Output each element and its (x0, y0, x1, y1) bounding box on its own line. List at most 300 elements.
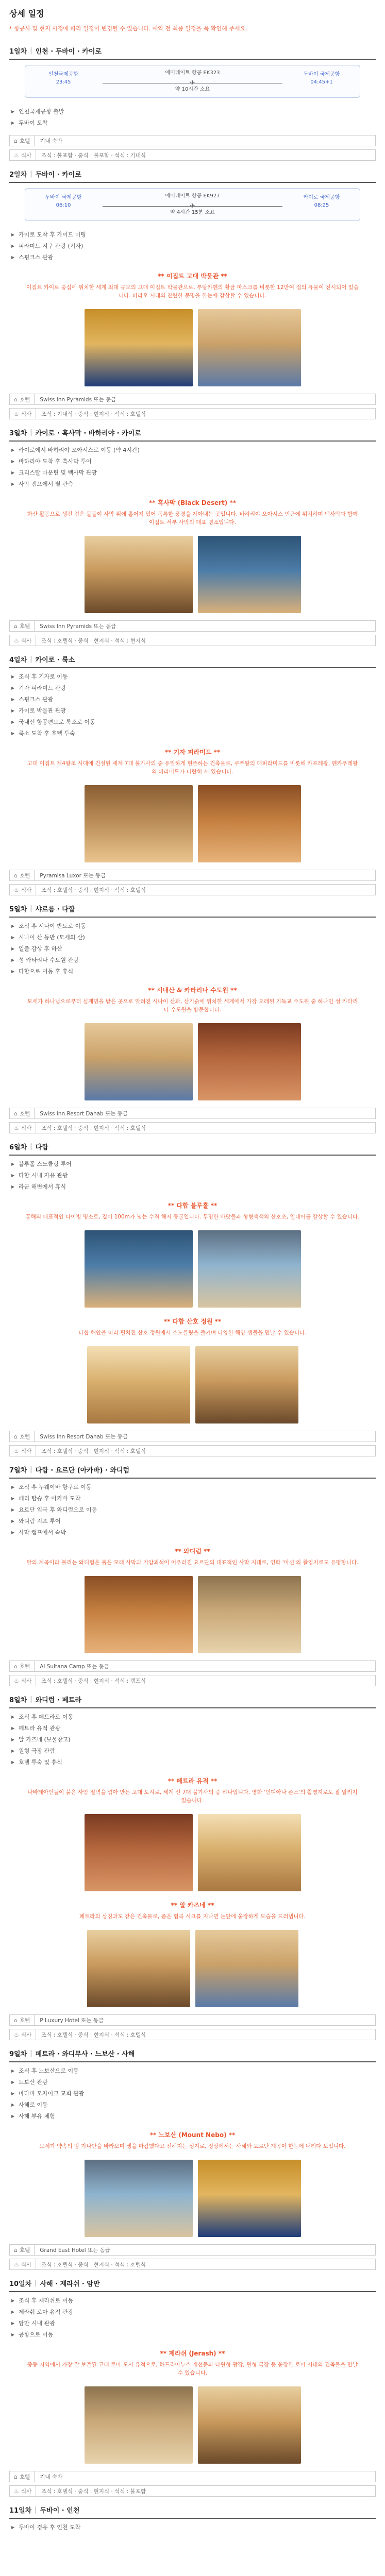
schedule-item: ▶ 조식 후 시나이 반도로 이동 (11, 921, 374, 932)
meal-label-text: 식사 (21, 2488, 32, 2495)
hotel-row (9, 1431, 376, 1442)
meal-label (10, 2486, 36, 2496)
day-header (9, 1138, 376, 1156)
hotel-name: 기내 숙박 (40, 138, 63, 144)
attraction-info (9, 742, 376, 781)
attraction-photo (198, 309, 301, 386)
departure-time: 23:45 (56, 79, 71, 85)
hotel-row (9, 394, 376, 405)
day-header (9, 650, 376, 668)
hotel-label-text: 호텔 (19, 1433, 30, 1440)
day-section (9, 1138, 376, 1456)
attraction-description: 고대 이집트 제4왕조 시대에 건설된 세계 7대 불가사의 중 유일하게 현존하는 건축물로, 쿠푸왕의 대피라미드를 비롯해 카프레왕, 멘카우레왕의 피라미드가 나란히 서 있습니다. (27, 760, 358, 775)
schedule-item: ▶ 원형 극장 관람 (11, 1745, 374, 1757)
schedule-item: ▶ 와디럼 지프 투어 (11, 1516, 374, 1527)
attraction-photo (198, 2160, 301, 2237)
day-header (9, 2044, 376, 2062)
meal-label-text: 식사 (21, 637, 32, 644)
photo-gallery (9, 1226, 376, 1312)
attraction-description: 다합 해안을 따라 펼쳐진 산호 정원에서 스노클링을 즐기며 다양한 해양 생물을 만날 수 있습니다. (78, 1330, 307, 1336)
attraction-photo (85, 2160, 193, 2237)
hotel-name: 기내 숙박 (40, 2473, 63, 2480)
meal-row (9, 408, 376, 419)
meal-label (10, 1123, 36, 1133)
fork-icon: ♨ (14, 1447, 19, 1454)
schedule-list (9, 103, 376, 132)
schedule-item: ▶ 국내선 항공편으로 룩소로 이동 (11, 717, 374, 728)
day-number: 4일차 (9, 656, 27, 664)
attraction-photo (87, 1346, 190, 1423)
day-header (9, 423, 376, 442)
meal-label (10, 2259, 36, 2269)
attraction-info (9, 980, 376, 1019)
fork-icon: ♨ (14, 2487, 19, 2495)
attraction-description: 모세가 약속의 땅 가나안을 바라보며 생을 마감했다고 전해지는 성지로, 정상에서는 사해와 요르단 계곡이 한눈에 내려다 보입니다. (39, 2143, 346, 2149)
day-header (9, 1690, 376, 1708)
day-route: 카이로 · 흑사막 · 바하리야 · 카이로 (35, 430, 141, 437)
hotel-name: P Luxury Hotel 또는 동급 (40, 2017, 104, 2024)
schedule-list (9, 442, 376, 493)
schedule-item: ▶ 사막 캠프에서 별 관측 (11, 479, 374, 490)
meal-label (10, 885, 36, 895)
day-number: 11일차 (9, 2507, 32, 2515)
flight-info (126, 70, 260, 93)
hotel-row (9, 2244, 376, 2256)
hotel-name: Grand East Hotel 또는 동급 (40, 2247, 110, 2253)
hotel-label (10, 1661, 35, 1671)
departure-info (32, 71, 94, 86)
schedule-item: ▶ 성 카타리나 수도원 관광 (11, 955, 374, 966)
bed-icon: ⌂ (14, 872, 18, 879)
plane-icon: ✈ (189, 79, 196, 87)
day-section (9, 650, 376, 895)
photo-gallery (9, 781, 376, 867)
schedule-item: ▶ 바하리야 도착 후 흑사막 투어 (11, 456, 374, 467)
attraction-title: ** 느보산 (Mount Nebo) ** (149, 2131, 236, 2139)
day-route: 두바이 · 인천 (40, 2507, 80, 2515)
departure-place: 두바이 국제공항 (45, 195, 82, 200)
day-route: 사해 · 제라쉬 · 암만 (40, 2280, 100, 2288)
meal-row (9, 2029, 376, 2040)
day-number: 3일차 (9, 430, 27, 437)
schedule-list (9, 2519, 376, 2536)
fork-icon: ♨ (14, 886, 19, 893)
attraction-info (9, 1895, 376, 1926)
attraction-info (9, 1196, 376, 1226)
photo-gallery (9, 1572, 376, 1657)
hotel-name: Swiss Inn Resort Dahab 또는 동급 (40, 1433, 128, 1440)
hotel-label-text: 호텔 (19, 2017, 30, 2024)
attraction-photo (198, 1023, 301, 1100)
attraction-photo (198, 2386, 301, 2464)
attraction-description: 이집트 카이로 중심에 위치한 세계 최대 규모의 고대 이집트 박물관으로, 투탕카멘의 황금 마스크를 비롯한 12만여 점의 유물이 전시되어 있습니다. 파라오 시대의 찬란한 문명을 한눈에 감상할 수 있습니다. (26, 284, 359, 299)
day-section (9, 423, 376, 646)
attraction-photo (87, 1930, 190, 2007)
meal-label-text: 식사 (21, 152, 32, 159)
meal-info: 조식 : 불포함 · 중식 : 불포함 · 석식 : 기내식 (41, 152, 146, 159)
meal-row (9, 1445, 376, 1456)
hotel-label (10, 2015, 35, 2025)
day-section (9, 2044, 376, 2270)
fork-icon: ♨ (14, 2261, 19, 2268)
meal-label (10, 1446, 36, 1456)
meal-label (10, 2029, 36, 2040)
day-number: 10일차 (9, 2280, 32, 2288)
schedule-item: ▶ 기자 피라미드 관광 (11, 683, 374, 694)
arrival-info (291, 71, 353, 86)
schedule-list (9, 1479, 376, 1541)
photo-gallery (9, 1926, 376, 2011)
day-header (9, 2501, 376, 2519)
schedule-item: ▶ 사해 부유 체험 (11, 2111, 374, 2122)
schedule-item: ▶ 일출 감상 후 하산 (11, 943, 374, 955)
day-separator: | (30, 429, 32, 436)
attraction-photo (85, 1230, 193, 1308)
schedule-item: ▶ 암만 시내 관광 (11, 2318, 374, 2329)
photo-gallery (9, 1019, 376, 1105)
attraction-info (9, 2125, 376, 2156)
flight-number: 에미레이트 항공 EK323 (165, 70, 220, 76)
day-section (9, 1461, 376, 1686)
day-number: 9일차 (9, 2050, 27, 2058)
attraction-title: ** 흑사막 (Black Desert) ** (148, 499, 237, 506)
departure-time: 06:10 (56, 202, 71, 208)
attraction-photo (85, 309, 193, 386)
schedule-item: ▶ 조식 후 누웨이바 항구로 이동 (11, 1482, 374, 1493)
schedule-item: ▶ 블루홀 스노클링 투어 (11, 1159, 374, 1170)
departure-info (32, 194, 94, 209)
day-separator: | (35, 2506, 37, 2514)
meal-row (9, 2259, 376, 2270)
flight-duration: 약 10시간 소요 (175, 87, 210, 92)
attraction-photo (85, 1576, 193, 1653)
day-header (9, 2274, 376, 2292)
hotel-label-text: 호텔 (19, 2247, 30, 2253)
day-number: 1일차 (9, 48, 27, 56)
schedule-item: ▶ 페리 탑승 후 아카바 도착 (11, 1493, 374, 1504)
day-header (9, 1461, 376, 1479)
schedule-item: ▶ 느보산 관광 (11, 2077, 374, 2088)
bed-icon: ⌂ (14, 2246, 18, 2253)
hotel-label-text: 호텔 (19, 396, 30, 403)
schedule-list (9, 2292, 376, 2344)
day-separator: | (30, 655, 32, 663)
attraction-title: ** 알 카즈네 ** (171, 1902, 214, 1909)
day-separator: | (30, 1143, 32, 1150)
attraction-photo (85, 1814, 193, 1891)
meal-info: 조식 : 호텔식 · 중식 : 현지식 · 석식 : 현지식 (41, 637, 146, 644)
schedule-item: ▶ 알 카즈네 (보물창고) (11, 1734, 374, 1745)
departure-place: 인천국제공항 (48, 72, 78, 77)
arrival-place: 카이로 국제공항 (303, 195, 340, 200)
bed-icon: ⌂ (14, 2016, 18, 2024)
hotel-label (10, 2245, 35, 2255)
fork-icon: ♨ (14, 1677, 19, 1684)
plane-icon: ✈ (189, 202, 196, 210)
schedule-item: ▶ 두바이 경유 후 인천 도착 (11, 2522, 374, 2533)
day-separator: | (30, 170, 32, 178)
bed-icon: ⌂ (14, 2473, 18, 2480)
meal-label (10, 1675, 36, 1686)
hotel-name: Swiss Inn Pyramids 또는 동급 (40, 623, 116, 630)
meal-label-text: 식사 (21, 2031, 32, 2038)
meal-label-text: 식사 (21, 411, 32, 417)
meal-label (10, 409, 36, 419)
schedule-item: ▶ 두바이 도착 (11, 117, 374, 129)
day-section (9, 2274, 376, 2497)
day-section (9, 165, 376, 419)
meal-label-text: 식사 (21, 1125, 32, 1131)
flight-duration: 약 4시간 15분 소요 (170, 210, 215, 215)
schedule-list (9, 2062, 376, 2125)
attraction-photo (198, 785, 301, 862)
day-separator: | (30, 1466, 32, 1473)
hotel-label (10, 2471, 35, 2482)
day-route: 두바이 · 카이로 (35, 171, 81, 179)
hotel-label-text: 호텔 (19, 138, 30, 144)
schedule-item: ▶ 인천국제공항 출발 (11, 106, 374, 117)
schedule-item: ▶ 페트라 유적 관광 (11, 1723, 374, 1734)
attraction-photo (198, 536, 301, 613)
photo-gallery (9, 532, 376, 617)
schedule-item: ▶ 카이로 박물관 관광 (11, 705, 374, 717)
schedule-item: ▶ 카이로에서 바하리야 오아시스로 이동 (약 4시간) (11, 445, 374, 456)
hotel-label (10, 870, 35, 880)
schedule-item: ▶ 카이로 도착 후 가이드 미팅 (11, 229, 374, 241)
bed-icon: ⌂ (14, 396, 18, 403)
page-title: 상세 일정 (9, 9, 44, 19)
hotel-label (10, 1431, 35, 1442)
day-separator: | (30, 905, 32, 912)
meal-label-text: 식사 (21, 1448, 32, 1454)
attraction-title: ** 시내산 & 카타리나 수도원 ** (148, 987, 237, 994)
schedule-item: ▶ 다합으로 이동 후 휴식 (11, 966, 374, 977)
hotel-label-text: 호텔 (19, 623, 30, 630)
attraction-description: 페트라의 상징과도 같은 건축물로, 좁은 협곡 시크를 지나면 눈앞에 웅장하게 모습을 드러냅니다. (79, 1913, 306, 1920)
day-number: 2일차 (9, 171, 27, 179)
hotel-name: Swiss Inn Pyramids 또는 동급 (40, 396, 116, 403)
hotel-row (9, 2471, 376, 2482)
meal-info: 조식 : 호텔식 · 중식 : 현지식 · 석식 : 호텔식 (41, 887, 146, 893)
schedule-item: ▶ 조식 후 느보산으로 이동 (11, 2065, 374, 2077)
schedule-item: ▶ 마다바 모자이크 교회 관광 (11, 2088, 374, 2099)
attraction-photo (85, 785, 193, 862)
attraction-photo (198, 1230, 301, 1308)
attraction-title: ** 다합 산호 정원 ** (163, 1318, 222, 1325)
meal-row (9, 1675, 376, 1686)
attraction-photo (195, 1346, 298, 1423)
meal-row (9, 884, 376, 895)
arrival-time: 08:25 (314, 202, 329, 208)
bed-icon: ⌂ (14, 1663, 18, 1670)
day-route: 카이로 · 룩소 (35, 656, 75, 664)
schedule-item: ▶ 라군 해변에서 휴식 (11, 1181, 374, 1193)
hotel-name: Swiss Inn Resort Dahab 또는 동급 (40, 1110, 128, 1117)
hotel-label (10, 394, 35, 404)
schedule-item: ▶ 룩소 도착 후 호텔 투숙 (11, 728, 374, 739)
meal-label (10, 635, 36, 646)
hotel-label-text: 호텔 (19, 2473, 30, 2480)
day-route: 인천 · 두바이 · 카이로 (35, 48, 102, 56)
day-separator: | (30, 47, 32, 55)
schedule-item: ▶ 사해로 이동 (11, 2099, 374, 2111)
attraction-photo (198, 1576, 301, 1653)
meal-label-text: 식사 (21, 1677, 32, 1684)
arrival-time: 04:45+1 (310, 79, 333, 85)
meal-label-text: 식사 (21, 2261, 32, 2268)
day-section (9, 1690, 376, 2040)
day-number: 6일차 (9, 1144, 27, 1151)
attraction-photo (85, 2386, 193, 2464)
meal-info: 조식 : 호텔식 · 중식 : 현지식 · 석식 : 호텔식 (41, 1448, 146, 1454)
hotel-label (10, 621, 35, 631)
meal-info: 조식 : 기내식 · 중식 : 현지식 · 석식 : 호텔식 (41, 411, 146, 417)
day-header (9, 42, 376, 60)
meal-label-text: 식사 (21, 887, 32, 893)
schedule-list (9, 668, 376, 742)
meal-row (9, 1122, 376, 1133)
bed-icon: ⌂ (14, 137, 18, 144)
meal-row (9, 635, 376, 646)
schedule-item: ▶ 조식 후 기자로 이동 (11, 671, 374, 683)
hotel-label (10, 135, 35, 146)
schedule-item: ▶ 다합 시내 자유 관광 (11, 1170, 374, 1181)
attraction-info (9, 493, 376, 532)
notice-text: * 항공사 및 현지 사정에 따라 일정이 변경될 수 있습니다. 예약 전 최종 일정을 꼭 확인해 주세요. (9, 25, 247, 32)
attraction-photo (85, 1023, 193, 1100)
photo-gallery (9, 1342, 376, 1428)
attraction-photo (198, 1814, 301, 1891)
attraction-title: ** 페트라 유적 ** (168, 1777, 217, 1785)
meal-info: 조식 : 호텔식 · 중식 : 현지식 · 석식 : 호텔식 (41, 2031, 146, 2038)
photo-gallery (9, 2382, 376, 2468)
day-number: 7일차 (9, 1467, 27, 1475)
schedule-list (9, 918, 376, 980)
schedule-list (9, 1156, 376, 1196)
meal-row (9, 2485, 376, 2497)
meal-info: 조식 : 호텔식 · 중식 : 현지식 · 석식 : 불포함 (41, 2488, 146, 2495)
hotel-row (9, 1660, 376, 1672)
hotel-row (9, 135, 376, 146)
schedule-item: ▶ 공항으로 이동 (11, 2329, 374, 2341)
day-header (9, 900, 376, 918)
fork-icon: ♨ (14, 1124, 19, 1131)
fork-icon: ♨ (14, 637, 19, 644)
photo-gallery (9, 305, 376, 391)
day-separator: | (30, 2049, 32, 2057)
schedule-item: ▶ 요르단 입국 후 와디럼으로 이동 (11, 1504, 374, 1516)
bed-icon: ⌂ (14, 1433, 18, 1440)
bed-icon: ⌂ (14, 1110, 18, 1117)
attraction-description: 홍해의 대표적인 다이빙 명소로, 깊이 100m가 넘는 수직 해저 동굴입니다. 투명한 바닷물과 형형색색의 산호초, 열대어를 감상할 수 있습니다. (25, 1214, 360, 1220)
day-number: 8일차 (9, 1697, 27, 1704)
hotel-row (9, 620, 376, 632)
attraction-title: ** 다합 블루홀 ** (168, 1202, 217, 1209)
flight-number: 에미레이트 항공 EK927 (165, 193, 220, 199)
day-header (9, 165, 376, 183)
schedule-item: ▶ 조식 후 제라쉬로 이동 (11, 2295, 374, 2307)
attraction-description: 중동 지역에서 가장 잘 보존된 고대 로마 도시 유적으로, 하드리아누스 개선문과 타원형 광장, 원형 극장 등 웅장한 로마 시대의 건축물을 만날 수 있습니다. (27, 2362, 358, 2376)
schedule-item: ▶ 시나이 산 등반 (모세의 산) (11, 932, 374, 943)
attraction-info (9, 1771, 376, 1810)
flight-card (25, 65, 360, 98)
itinerary-days (9, 42, 376, 2536)
schedule-list (9, 1708, 376, 1771)
attraction-description: 달의 계곡이라 불리는 와디럼은 붉은 모래 사막과 기암괴석이 어우러진 요르단의 대표적인 사막 지대로, 영화 '마션'의 촬영지로도 유명합니다. (26, 1560, 359, 1566)
schedule-item: ▶ 제라쉬 로마 유적 관광 (11, 2307, 374, 2318)
hotel-name: Al Sultana Camp 또는 동급 (40, 1663, 109, 1670)
day-route: 페트라 · 와디무사 · 느보산 · 사해 (35, 2050, 135, 2058)
schedule-item: ▶ 사막 캠프에서 숙박 (11, 1527, 374, 1538)
schedule-item: ▶ 조식 후 페트라로 이동 (11, 1711, 374, 1723)
hotel-label-text: 호텔 (19, 1663, 30, 1670)
day-route: 다합 (35, 1144, 48, 1151)
day-separator: | (35, 2279, 37, 2287)
flight-card (25, 188, 360, 221)
meal-info: 조식 : 호텔식 · 중식 : 현지식 · 석식 : 캠프식 (41, 1677, 146, 1684)
attraction-photo (85, 536, 193, 613)
day-section (9, 900, 376, 1133)
meal-row (9, 149, 376, 161)
hotel-label-text: 호텔 (19, 1110, 30, 1117)
hotel-label (10, 1108, 35, 1118)
day-separator: | (30, 1696, 32, 1703)
hotel-name: Pyramisa Luxor 또는 동급 (40, 872, 106, 879)
fork-icon: ♨ (14, 151, 19, 159)
fork-icon: ♨ (14, 410, 19, 417)
bed-icon: ⌂ (14, 622, 18, 630)
photo-gallery (9, 2156, 376, 2241)
attraction-title: ** 이집트 고대 박물관 ** (158, 273, 227, 280)
schedule-item: ▶ 호텔 투숙 및 휴식 (11, 1757, 374, 1768)
hotel-label-text: 호텔 (19, 872, 30, 879)
day-route: 와디럼 · 페트라 (35, 1697, 81, 1704)
attraction-info (9, 2344, 376, 2382)
day-section (9, 2501, 376, 2536)
attraction-description: 모세가 하나님으로부터 십계명을 받은 곳으로 알려진 시나이 산과, 산기슭에 위치한 세계에서 가장 오래된 기독교 수도원 중 하나인 성 카타리나 수도원을 방문합니다. (27, 998, 358, 1013)
attraction-photo (195, 1930, 298, 2007)
hotel-row (9, 2014, 376, 2026)
meal-info: 조식 : 호텔식 · 중식 : 현지식 · 석식 : 호텔식 (41, 1125, 146, 1131)
schedule-list (9, 226, 376, 266)
schedule-item: ▶ 피라미드 지구 관광 (기자) (11, 241, 374, 252)
attraction-info (9, 1312, 376, 1342)
hotel-row (9, 1108, 376, 1119)
attraction-title: ** 와디럼 ** (175, 1548, 210, 1555)
arrival-place: 두바이 국제공항 (303, 72, 340, 77)
schedule-item: ▶ 스핑크스 관광 (11, 252, 374, 263)
attraction-info (9, 266, 376, 305)
attraction-title: ** 기자 피라미드 ** (164, 749, 221, 756)
fork-icon: ♨ (14, 2031, 19, 2038)
meal-label (10, 150, 36, 160)
hotel-row (9, 870, 376, 881)
day-route: 다합 · 요르단 (아카바) · 와디럼 (35, 1467, 130, 1475)
flight-info (126, 193, 260, 216)
attraction-info (9, 1541, 376, 1572)
meal-info: 조식 : 호텔식 · 중식 : 현지식 · 석식 : 호텔식 (41, 2261, 146, 2268)
arrival-info (291, 194, 353, 209)
day-number: 5일차 (9, 906, 27, 913)
schedule-item: ▶ 스핑크스 관광 (11, 694, 374, 705)
attraction-title: ** 제라쉬 (Jerash) ** (160, 2350, 225, 2357)
attraction-description: 나바테아인들이 붉은 사암 절벽을 깎아 만든 고대 도시로, 세계 신 7대 불가사의 중 하나입니다. 영화 '인디아나 존스'의 촬영지로도 잘 알려져 있습니다. (27, 1789, 358, 1804)
day-section (9, 42, 376, 161)
day-route: 샤르름 · 다합 (35, 906, 75, 913)
schedule-item: ▶ 크리스탈 마운틴 및 백사막 관광 (11, 467, 374, 479)
attraction-description: 화산 활동으로 생긴 검은 돌들이 사막 위에 흩어져 있어 독특한 풍경을 자아내는 곳입니다. 바하리야 오아시스 인근에 위치하며 백사막과 함께 이집트 서부 사막의 대표 명소입니다. (27, 511, 358, 526)
photo-gallery (9, 1810, 376, 1895)
